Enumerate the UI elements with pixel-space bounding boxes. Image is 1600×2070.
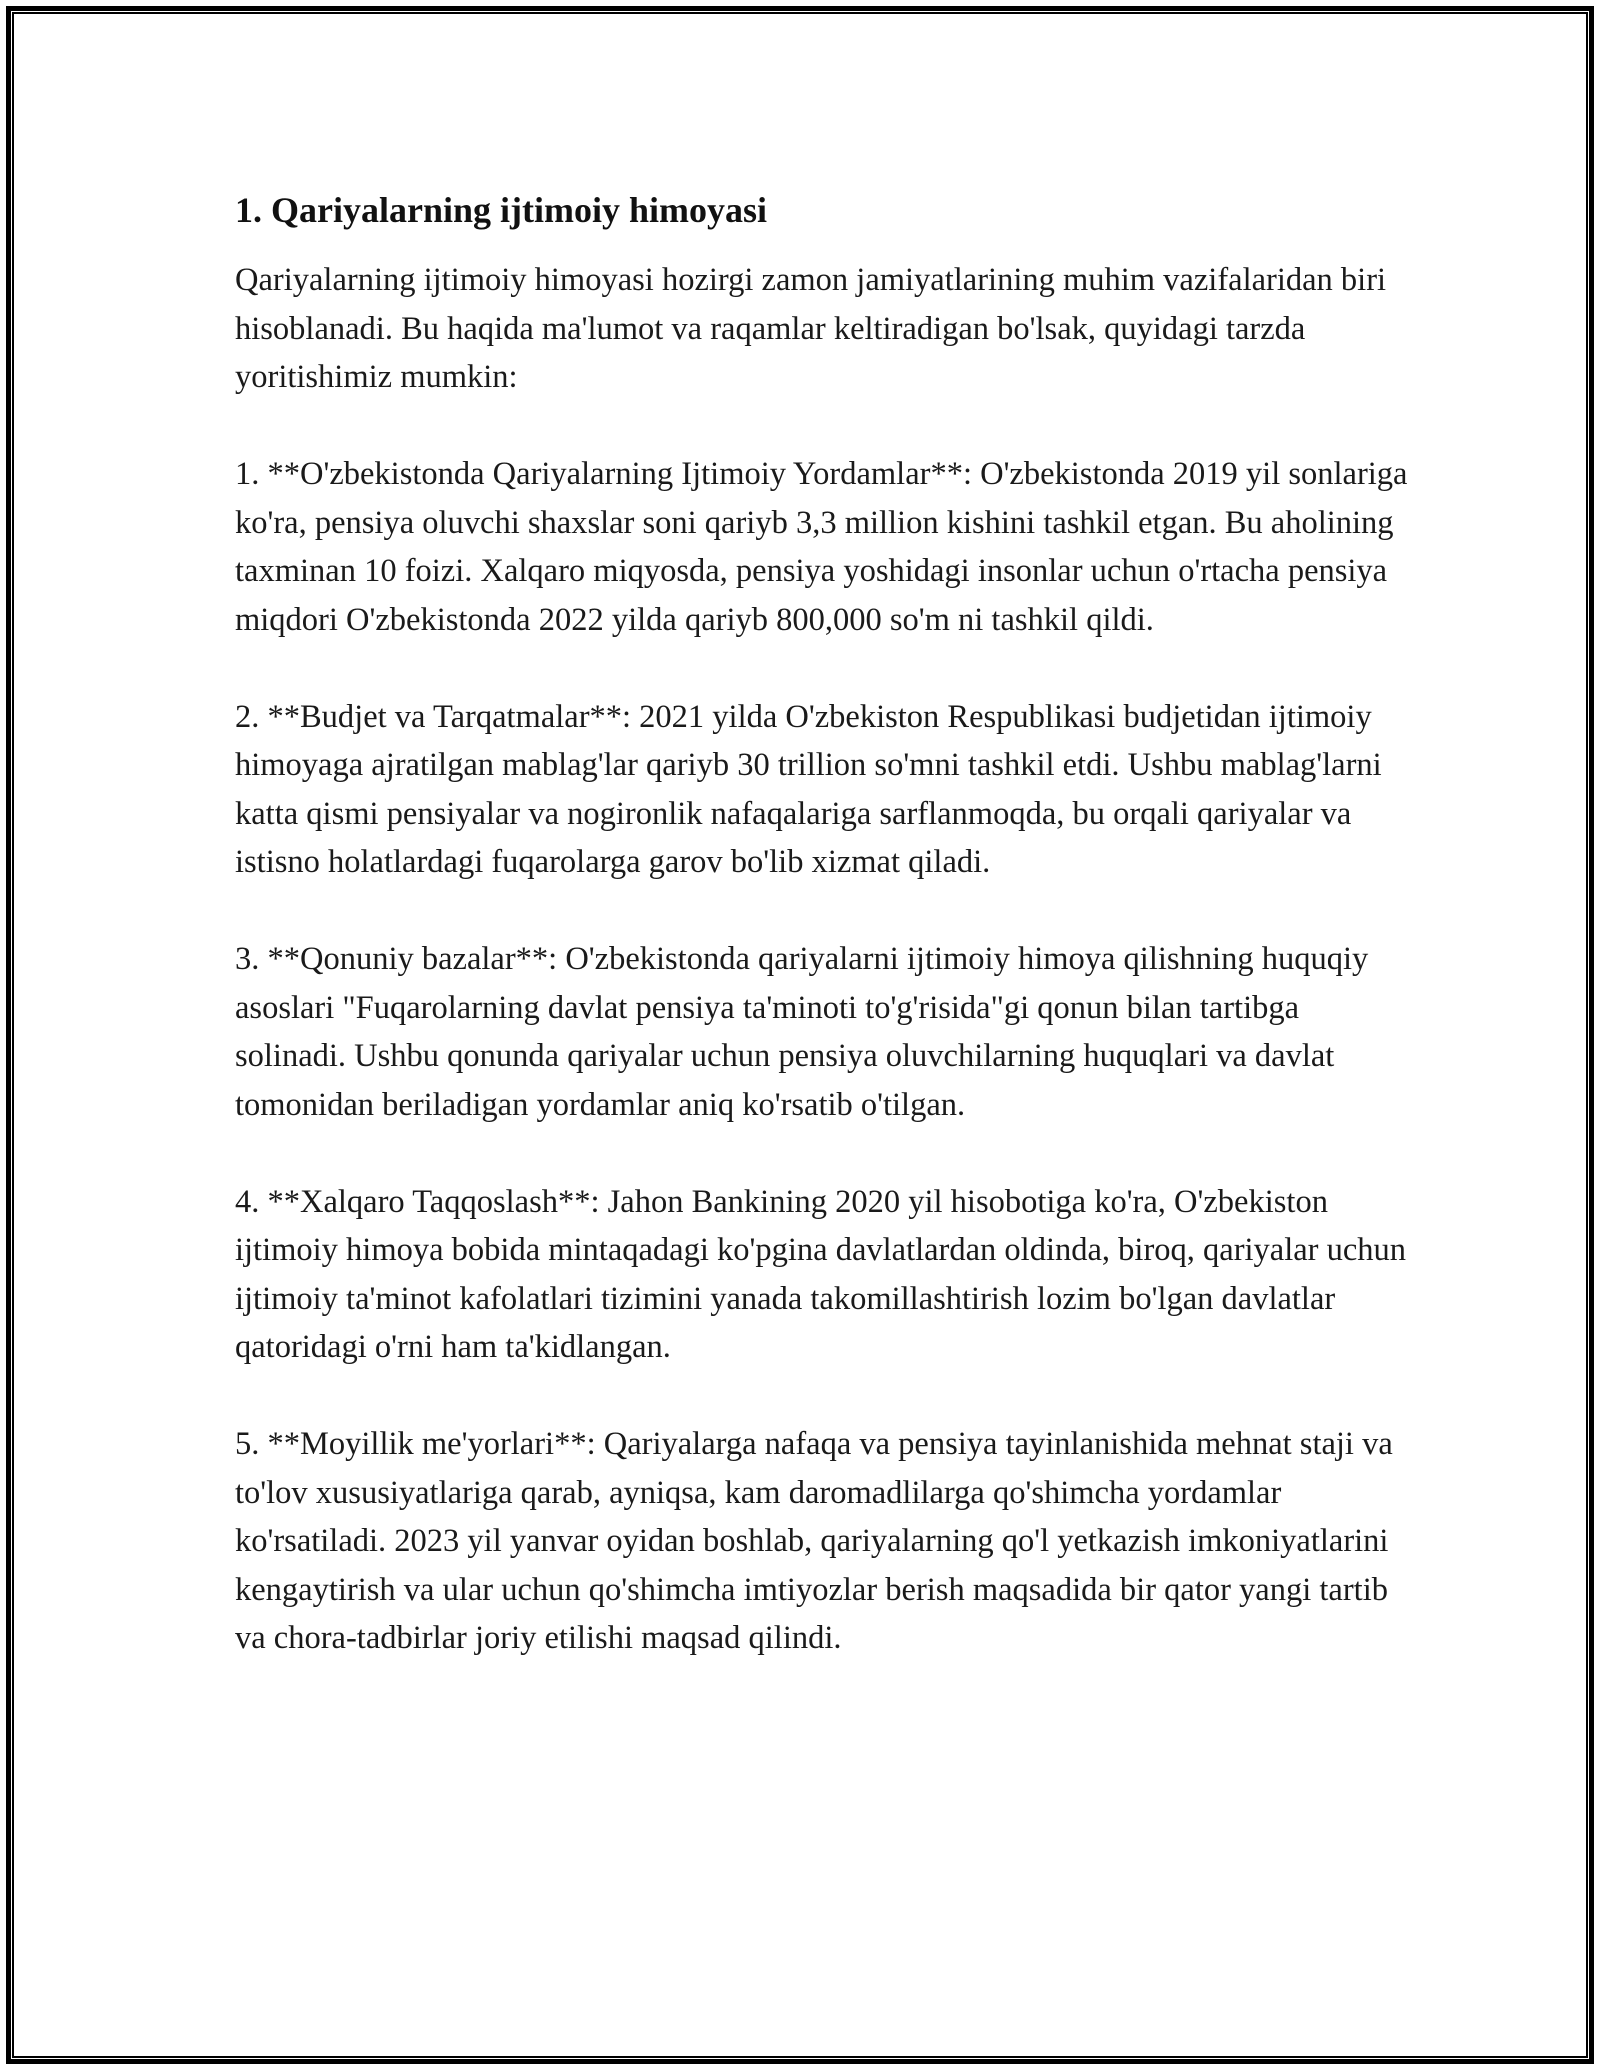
paragraph-international-comparison: 4. **Xalqaro Taqqoslash**: Jahon Bankining 2020 yil hisobotiga ko'ra, O'zbekiston ijtimoiy himoya bobida mintaqadagi ko'pgina davlatlardan oldinda, biroq, qariyalar uchun ijtimoiy ta'minot kafolatlari tizimini yanada takomillashtirish lozim bo'lgan davlatlar qatoridagi o'rni ham ta'kidlangan. [235, 1183, 1407, 1365]
document-body [235, 188, 1415, 1711]
section-heading: 1. Qariyalarning ijtimoiy himoyasi [235, 190, 768, 230]
intro-paragraph: Qariyalarning ijtimoiy himoyasi hozirgi zamon jamiyatlarining muhim vazifalaridan biri hisoblanadi. Bu haqida ma'lumot va raqamlar keltiradigan bo'lsak, quyidagi tarzda yoritishimiz mumkin: [235, 262, 1387, 395]
paragraph-budget: 2. **Budjet va Tarqatmalar**: 2021 yilda O'zbekiston Respublikasi budjetidan ijtimoiy himoyaga ajratilgan mablag'lar qariyb 30 trillion so'mni tashkil etdi. Ushbu mablag'larni katta qismi pensiyalar va nogironlik nafaqalariga sarflanmoqda, bu orqali qariyalar va istisno holatlardagi fuqarolarga garov bo'lib xizmat qiladi. [235, 698, 1382, 880]
paragraph-eligibility-norms: 5. **Moyillik me'yorlari**: Qariyalarga nafaqa va pensiya tayinlanishida mehnat staji va to'lov xususiyatlariga qarab, ayniqsa, kam daromadlilarga qo'shimcha yordamlar ko'rsatiladi. 2023 yil yanvar oyidan boshlab, qariyalarning qo'l yetkazish imkoniyatlarini kengaytirish va ular uchun qo'shimcha imtiyozlar berish maqsadida bir qator yangi tartib va chora-tadbirlar joriy etilishi maqsad qilindi. [235, 1426, 1393, 1656]
paragraph-legal-basis: 3. **Qonuniy bazalar**: O'zbekistonda qariyalarni ijtimoiy himoya qilishning huquqiy asoslari "Fuqarolarning davlat pensiya ta'minoti to'g'risida"gi qonun bilan tartibga solinadi. Ushbu qonunda qariyalar uchun pensiya oluvchilarning huquqlari va davlat tomonidan beriladigan yordamlar aniq ko'rsatib o'tilgan. [235, 941, 1369, 1123]
paragraph-social-assistance: 1. **O'zbekistonda Qariyalarning Ijtimoiy Yordamlar**: O'zbekistonda 2019 yil sonlariga ko'ra, pensiya oluvchi shaxslar soni qariyb 3,3 million kishini tashkil etgan. Bu aholining taxminan 10 foizi. Xalqaro miqyosda, pensiya yoshidagi insonlar uchun o'rtacha pensiya miqdori O'zbekistonda 2022 yilda qariyb 800,000 so'm ni tashkil qildi. [235, 456, 1408, 638]
